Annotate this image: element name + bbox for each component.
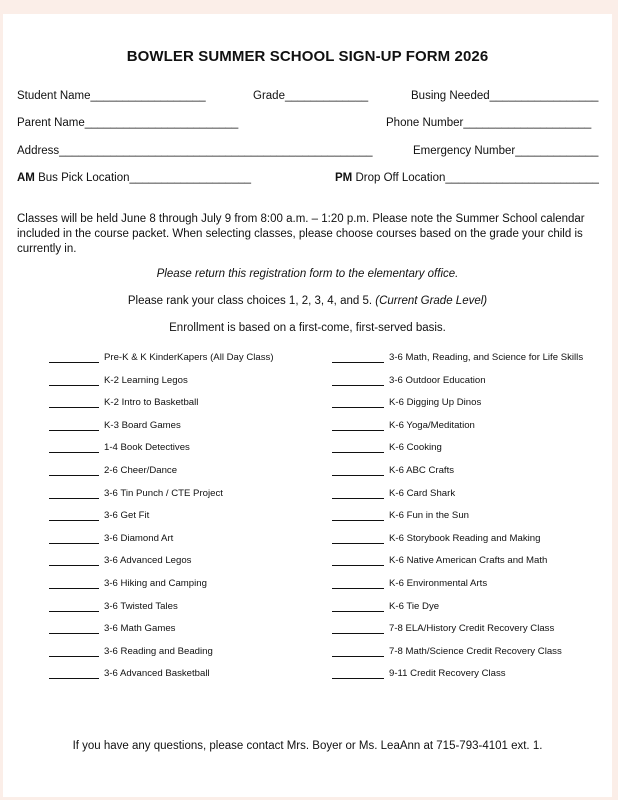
class-label: K-2 Intro to Basketball [104, 397, 199, 409]
class-list-left [49, 352, 274, 691]
class-item [332, 352, 583, 375]
rank-blank[interactable] [332, 488, 384, 499]
am-pickup-field [17, 172, 251, 184]
class-item [49, 488, 274, 511]
class-label: 3-6 Outdoor Education [389, 374, 486, 386]
class-label: 3-6 Twisted Tales [104, 600, 178, 612]
class-label: K-6 Fun in the Sun [389, 510, 469, 522]
rank-blank[interactable] [49, 465, 99, 476]
pm-label: PM [335, 172, 353, 184]
rank-blank[interactable] [49, 646, 99, 657]
class-item [49, 420, 274, 443]
rank-blank[interactable] [49, 352, 99, 363]
class-item [332, 601, 583, 624]
class-item [332, 646, 583, 669]
class-item [49, 510, 274, 533]
class-list-right [332, 352, 583, 691]
rank-blank[interactable] [332, 375, 384, 386]
am-pickup-text: Bus Pick Location___________________ [34, 172, 252, 184]
rank-note-italic: (Current Grade Level) [375, 295, 488, 307]
class-item [49, 352, 274, 375]
class-label: 7-8 Math/Science Credit Recovery Class [389, 645, 562, 657]
rank-blank[interactable] [49, 488, 99, 499]
class-item [332, 578, 583, 601]
rank-blank[interactable] [332, 465, 384, 476]
class-label: K-6 Cooking [389, 442, 442, 454]
rank-blank[interactable] [49, 533, 99, 544]
rank-blank[interactable] [49, 578, 99, 589]
class-label: K-6 ABC Crafts [389, 464, 455, 476]
grade-field: Grade_____________ [253, 90, 369, 102]
rank-blank[interactable] [332, 601, 384, 612]
class-label: K-6 Storybook Reading and Making [389, 532, 541, 544]
class-label: 9-11 Credit Recovery Class [389, 668, 506, 680]
emergency-field: Emergency Number_____________ [413, 145, 599, 157]
address-field: Address_________________________________________________ [17, 145, 373, 157]
rank-blank[interactable] [332, 623, 384, 634]
class-item [49, 442, 274, 465]
rank-blank[interactable] [332, 668, 384, 679]
class-label: 3-6 Diamond Art [104, 532, 174, 544]
class-item [49, 601, 274, 624]
class-item [332, 555, 583, 578]
class-label: 2-6 Cheer/Dance [104, 464, 178, 476]
class-label: 3-6 Reading and Beading [104, 645, 213, 657]
rank-blank[interactable] [332, 420, 384, 431]
form-title: BOWLER SUMMER SCHOOL SIGN-UP FORM 2026 [126, 48, 489, 65]
enrollment-note: Enrollment is based on a first-come, first-served basis. [169, 322, 446, 334]
pm-dropoff-field [335, 172, 599, 184]
class-label: K-3 Board Games [104, 419, 181, 431]
class-label: 1-4 Book Detectives [104, 442, 190, 454]
am-label: AM [17, 172, 35, 184]
class-label: 3-6 Advanced Legos [104, 555, 192, 567]
class-item [332, 488, 583, 511]
class-item [49, 533, 274, 556]
class-item [49, 623, 274, 646]
rank-blank[interactable] [49, 510, 99, 521]
return-note: Please return this registration form to the elementary office. [156, 268, 459, 280]
class-label: 3-6 Math, Reading, and Science for Life Skills [389, 352, 584, 363]
rank-blank[interactable] [49, 442, 99, 453]
rank-blank[interactable] [332, 397, 384, 408]
rank-blank[interactable] [49, 668, 99, 679]
class-item [332, 397, 583, 420]
parent-name-field: Parent Name________________________ [17, 117, 239, 129]
class-label: 3-6 Tin Punch / CTE Project [104, 487, 223, 499]
rank-blank[interactable] [332, 510, 384, 521]
class-label: K-6 Yoga/Meditation [389, 419, 475, 431]
rank-blank[interactable] [49, 555, 99, 566]
class-label: K-6 Card Shark [389, 487, 456, 499]
class-label: 3-6 Math Games [104, 623, 176, 635]
form-page [3, 14, 612, 797]
rank-blank[interactable] [332, 646, 384, 657]
rank-note-text: Please rank your class choices 1, 2, 3, 4, and 5. [127, 295, 373, 307]
intro-paragraph: Classes will be held June 8 through July 9 from 8:00 a.m. – 1:20 p.m. Please note the Summer School calendar included in the course packet. When selecting classes, please choose courses based on the grade your child is currently in. [17, 213, 585, 255]
rank-blank[interactable] [332, 352, 384, 363]
rank-blank[interactable] [332, 533, 384, 544]
rank-blank[interactable] [49, 623, 99, 634]
rank-blank[interactable] [49, 397, 99, 408]
student-name-field: Student Name__________________ [17, 90, 206, 102]
busing-field: Busing Needed_________________ [411, 90, 599, 102]
class-label: K-6 Tie Dye [389, 600, 440, 612]
rank-blank[interactable] [49, 420, 99, 431]
phone-field: Phone Number____________________ [386, 117, 592, 129]
class-label: K-6 Environmental Arts [389, 577, 488, 589]
class-item [49, 578, 274, 601]
contact-footer: If you have any questions, please contact Mrs. Boyer or Ms. LeaAnn at 715-793-4101 ext. 1. [72, 740, 543, 752]
class-label: Pre-K & K KinderKapers (All Day Class) [104, 352, 274, 363]
class-label: 3-6 Advanced Basketball [104, 668, 210, 680]
class-item [49, 555, 274, 578]
class-item [49, 465, 274, 488]
rank-blank[interactable] [332, 578, 384, 589]
rank-blank[interactable] [332, 555, 384, 566]
class-item [332, 668, 583, 691]
class-label: 7-8 ELA/History Credit Recovery Class [389, 623, 555, 635]
class-label: 3-6 Get Fit [104, 510, 150, 522]
pm-dropoff-text: Drop Off Location________________________ [352, 172, 599, 184]
class-item [332, 533, 583, 556]
rank-blank[interactable] [49, 601, 99, 612]
rank-blank[interactable] [49, 375, 99, 386]
class-item [332, 420, 583, 443]
class-item [332, 623, 583, 646]
class-item [49, 397, 274, 420]
class-label: K-6 Native American Crafts and Math [389, 555, 548, 567]
class-label: K-2 Learning Legos [104, 374, 188, 386]
class-label: 3-6 Hiking and Camping [104, 577, 207, 589]
class-item [49, 668, 274, 691]
class-item [332, 375, 583, 398]
class-label: K-6 Digging Up Dinos [389, 397, 482, 409]
rank-blank[interactable] [332, 442, 384, 453]
class-item [332, 510, 583, 533]
class-item [332, 442, 583, 465]
rank-note [3, 295, 612, 307]
class-item [332, 465, 583, 488]
class-item [49, 646, 274, 669]
class-item [49, 375, 274, 398]
